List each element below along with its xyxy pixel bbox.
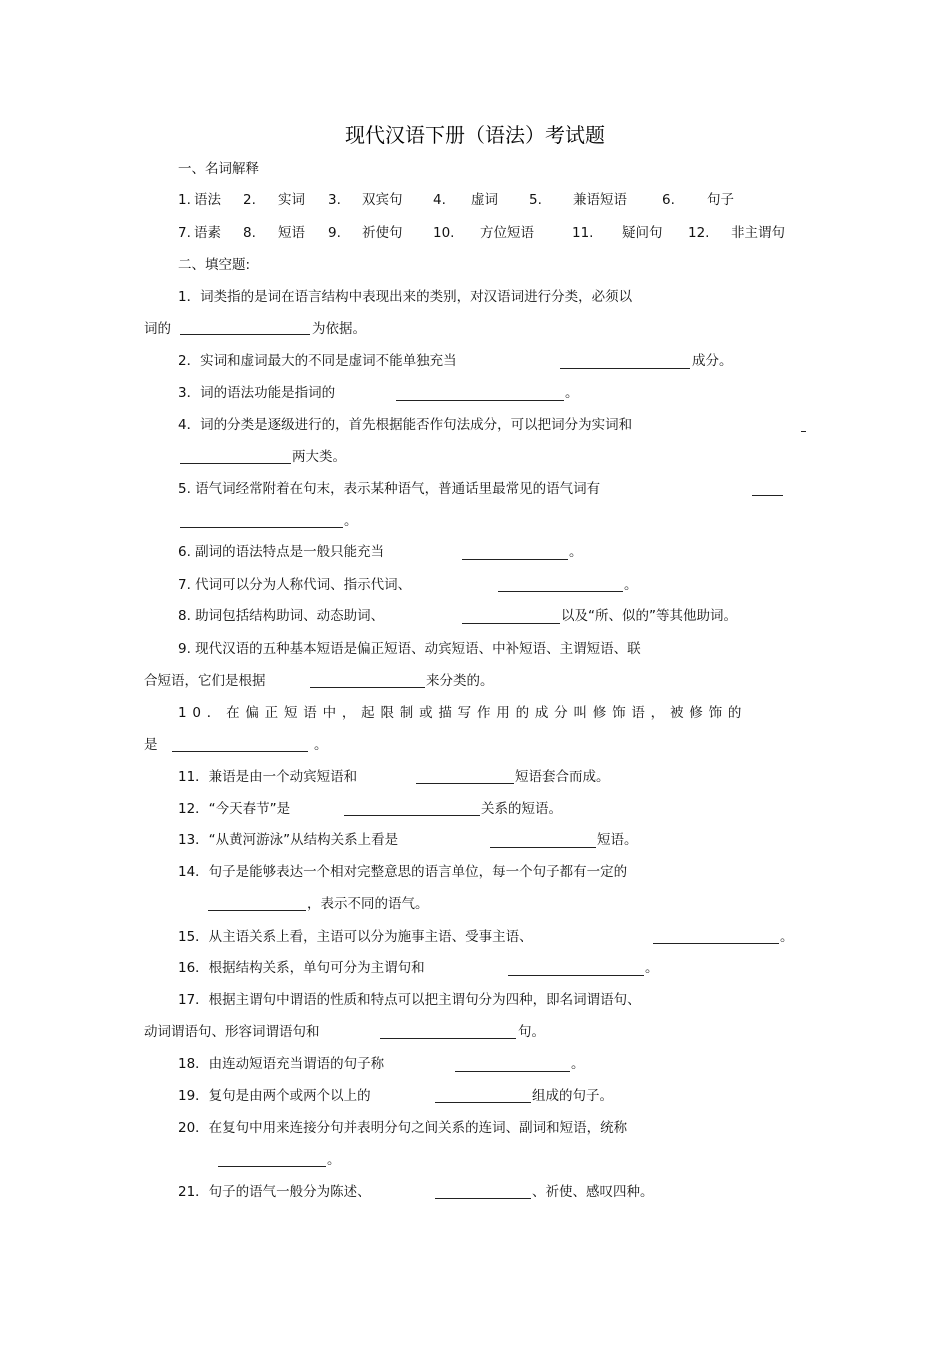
answer-blank[interactable] <box>653 943 779 944</box>
question-text: 18．由连动短语充当谓语的句子称 <box>178 1056 385 1072</box>
question-text: 以及“所、似的”等其他助词。 <box>561 608 737 624</box>
term-number: 1. <box>178 192 191 208</box>
answer-blank[interactable] <box>752 495 783 496</box>
answer-blank[interactable] <box>490 847 596 848</box>
term: 非主谓句 <box>731 225 785 241</box>
answer-blank[interactable] <box>310 687 425 688</box>
question-text: 9. 现代汉语的五种基本短语是偏正短语、动宾短语、中补短语、主谓短语、联 <box>178 641 641 657</box>
question-text: 短语套合而成。 <box>515 769 610 785</box>
question-text: 。 <box>314 737 328 753</box>
question-text: 11．兼语是由一个动宾短语和 <box>178 769 358 785</box>
page-title: 现代汉语下册（语法）考试题 <box>345 123 605 147</box>
question-text: 13．“从黄河游泳”从结构关系上看是 <box>178 832 399 848</box>
answer-blank[interactable] <box>462 623 560 624</box>
term-number: 6. <box>662 192 675 208</box>
question-text: 。 <box>344 513 358 529</box>
question-text: 1．词类指的是词在语言结构中表现出来的类别，对汉语词进行分类，必须以 <box>178 289 633 305</box>
term-number: 7. <box>178 225 191 241</box>
question-text: 组成的句子。 <box>532 1088 613 1104</box>
question-text: 21．句子的语气一般分为陈述、 <box>178 1184 371 1200</box>
question-text: 。 <box>624 577 638 593</box>
question-text: 两大类。 <box>292 449 346 465</box>
answer-blank[interactable] <box>416 783 514 784</box>
answer-blank[interactable] <box>560 368 690 369</box>
question-text: 、祈使、感叹四种。 <box>532 1184 654 1200</box>
question-text: 8. 助词包括结构助词、动态助词、 <box>178 608 385 624</box>
question-text: 6. 副词的语法特点是一般只能充当 <box>178 544 385 560</box>
term: 语法 <box>194 192 221 208</box>
term: 语素 <box>194 225 221 241</box>
term-number: 10. <box>433 225 455 241</box>
question-text: 。 <box>327 1152 341 1168</box>
question-text: 15．从主语关系上看，主语可以分为施事主语、受事主语、 <box>178 929 533 945</box>
question-text: 17．根据主谓句中谓语的性质和特点可以把主谓句分为四种，即名词谓语句、 <box>178 992 641 1008</box>
answer-blank[interactable] <box>180 334 310 335</box>
question-text: 12．“今天春节”是 <box>178 801 291 817</box>
question-text: 动词谓语句、形容词谓语句和 <box>144 1024 320 1040</box>
question-text: 。 <box>645 960 659 976</box>
answer-blank[interactable] <box>462 559 568 560</box>
answer-blank[interactable] <box>380 1038 516 1039</box>
question-text: 19．复句是由两个或两个以上的 <box>178 1088 371 1104</box>
answer-blank[interactable] <box>801 431 806 432</box>
term: 虚词 <box>471 192 498 208</box>
question-text: 来分类的。 <box>426 673 494 689</box>
answer-blank[interactable] <box>498 591 623 592</box>
question-text: 2．实词和虚词最大的不同是虚词不能单独充当 <box>178 353 457 369</box>
question-text: ，表示不同的语气。 <box>307 896 429 912</box>
question-text: 。 <box>569 544 583 560</box>
question-text: 关系的短语。 <box>481 801 562 817</box>
answer-blank[interactable] <box>208 910 306 911</box>
answer-blank[interactable] <box>180 527 343 528</box>
term: 祈使句 <box>362 225 403 241</box>
question-text: 为依据。 <box>312 321 366 337</box>
term: 实词 <box>278 192 305 208</box>
question-text: 。 <box>571 1056 585 1072</box>
answer-blank[interactable] <box>180 463 291 464</box>
answer-blank[interactable] <box>396 400 564 401</box>
answer-blank[interactable] <box>455 1071 570 1072</box>
question-text: 成分。 <box>692 353 733 369</box>
question-text: 16．根据结构关系，单句可分为主谓句和 <box>178 960 425 976</box>
term-number: 9. <box>328 225 341 241</box>
question-text: 4．词的分类是逐级进行的，首先根据能否作句法成分，可以把词分为实词和 <box>178 417 633 433</box>
question-text: 。 <box>780 929 794 945</box>
section-heading: 二、填空题: <box>178 257 251 273</box>
question-text: 是 <box>144 737 158 753</box>
question-text: 短语。 <box>597 832 638 848</box>
question-text: 20．在复句中用来连接分句并表明分句之间关系的连词、副词和短语，统称 <box>178 1120 628 1136</box>
answer-blank[interactable] <box>435 1102 531 1103</box>
term: 短语 <box>278 225 305 241</box>
term-number: 5. <box>529 192 542 208</box>
term-number: 8. <box>243 225 256 241</box>
term-number: 2. <box>243 192 256 208</box>
question-text: 7. 代词可以分为人称代词、指示代词、 <box>178 577 412 593</box>
answer-blank[interactable] <box>172 751 308 752</box>
term-number: 11. <box>572 225 594 241</box>
term: 兼语短语 <box>573 192 627 208</box>
question-text: 3．词的语法功能是指词的 <box>178 385 336 401</box>
answer-blank[interactable] <box>344 815 480 816</box>
term: 方位短语 <box>480 225 534 241</box>
question-text: 10．在偏正短语中，起限制或描写作用的成分叫修饰语，被修饰的 <box>178 705 748 721</box>
term-number: 3. <box>328 192 341 208</box>
section-heading: 一、名词解释 <box>178 161 259 177</box>
answer-blank[interactable] <box>218 1166 326 1167</box>
question-text: 14．句子是能够表达一个相对完整意思的语言单位，每一个句子都有一定的 <box>178 864 628 880</box>
answer-blank[interactable] <box>435 1198 531 1199</box>
term: 句子 <box>707 192 734 208</box>
term: 疑问句 <box>622 225 663 241</box>
question-text: 合短语，它们是根据 <box>144 673 266 689</box>
question-text: 5. 语气词经常附着在句末，表示某种语气，普通话里最常见的语气词有 <box>178 481 601 497</box>
question-text: 词的 <box>144 321 171 337</box>
term-number: 4. <box>433 192 446 208</box>
answer-blank[interactable] <box>508 975 644 976</box>
question-text: 。 <box>565 385 579 401</box>
term-number: 12. <box>688 225 710 241</box>
term: 双宾句 <box>362 192 403 208</box>
question-text: 句。 <box>518 1024 545 1040</box>
